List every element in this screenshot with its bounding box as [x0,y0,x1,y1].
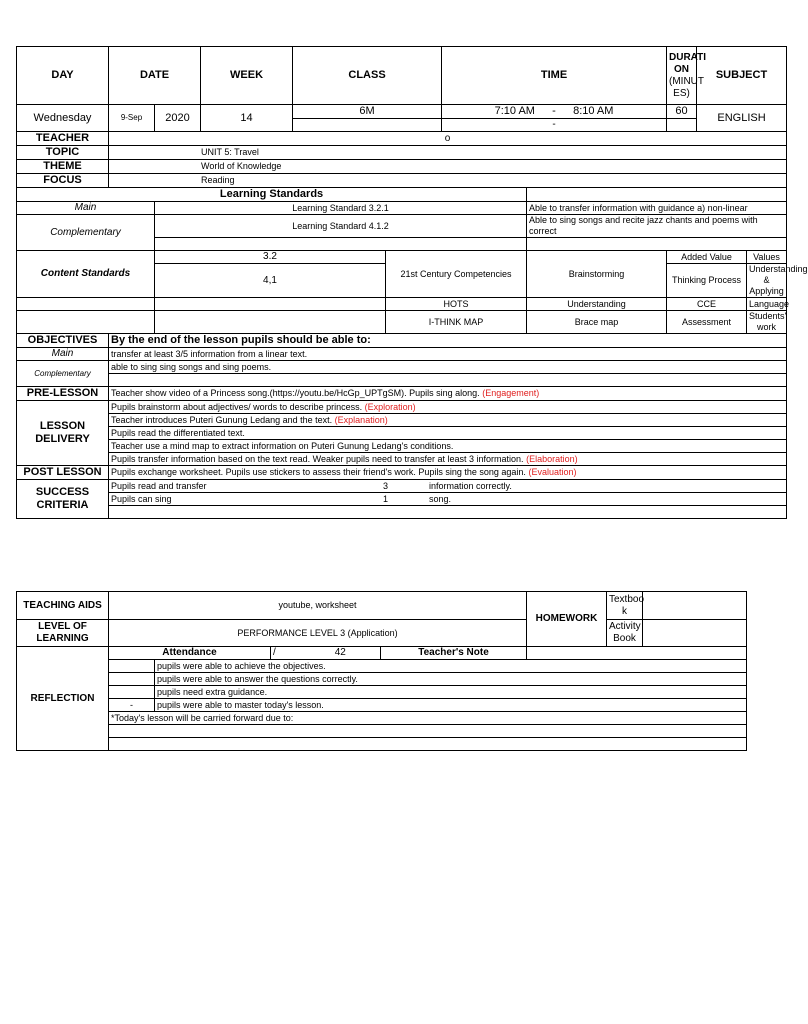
pre-lesson-text: Teacher show video of a Princess song.(https://youtu.be/HcGp_UPTgSM). Pupils sing along. [111,388,480,398]
level-label-line2: LEARNING [36,633,89,644]
homework-textbook-line2: k [622,605,627,617]
post-lesson-text: Pupils exchange worksheet. Pupils use stickers to assess their friend's work. Pupils sing the song again. [111,467,526,477]
objective-comp: able to sing sing songs and sing poems. [109,361,787,374]
homework-activity-line1: Activity [609,621,641,632]
teaching-aids-label: TEACHING AIDS [17,592,109,620]
cce-value: Language [747,298,787,311]
reflection-count-1 [109,660,155,673]
carried-forward: *Today's lesson will be carried forward due to: [109,712,747,725]
time-value-2: - [442,119,667,132]
level-label-line1: LEVEL OF [38,621,87,632]
reflection-row-3: pupils need extra guidance. [155,686,747,699]
time-separator: - [552,105,556,117]
added-value-label: Added Value [667,251,747,264]
lesson-step-5 [109,453,787,466]
day-header: DAY [17,47,109,105]
attendance-label: Attendance [109,647,271,660]
hots-value: Understanding [527,298,667,311]
reflection-count-4: - [109,699,155,712]
time-header: TIME [442,47,667,105]
day-value: Wednesday [17,105,109,132]
criterion-2-num: 1 [383,493,389,504]
learning-standards-heading: Learning Standards [17,188,527,202]
cs-value-2: 4,1 [155,264,386,298]
focus-text: Reading [201,175,235,185]
attendance-separator: / [271,647,301,660]
post-lesson-value [109,466,787,480]
ithink-value: Brace map [527,311,667,334]
teaching-aids-table [16,591,747,751]
week-value: 14 [201,105,293,132]
values-label: Values [747,251,787,264]
time-start: 7:10 AM [494,105,535,117]
hots-label: HOTS [386,298,527,311]
success-criteria-label [17,480,109,519]
reflection-row-4: pupils were able to master today's lesson. [155,699,747,712]
lesson-step-2-stage: (Explanation) [334,414,388,425]
lesson-step-1-text: Pupils brainstorm about adjectives/ words to describe princess. [111,401,363,412]
ithink-label: I-THINK MAP [386,311,527,334]
assessment-label: Assessment [667,311,747,334]
homework-textbook [607,592,643,620]
teaching-aids-value: youtube, worksheet [109,592,527,620]
pre-lesson-label: PRE-LESSON [17,387,109,401]
criterion-1-end: information correctly. [429,480,512,491]
lesson-step-2-text: Teacher introduces Puteri Gunung Ledang and the text. [111,414,333,425]
teacher-label: TEACHER [17,132,109,146]
ls-main-code: Learning Standard 3.2.1 [155,202,527,215]
content-standards-label: Content Standards [17,251,155,298]
class-header: CLASS [293,47,442,105]
lesson-step-5-text: Pupils transfer information based on the text read. Weaker pupils need to transfer at least 3 information. [111,453,524,464]
duration-header-line2: ON [674,63,690,75]
topic-label: TOPIC [17,146,109,160]
date-header: DATE [109,47,201,105]
attendance-total: 42 [301,647,381,660]
focus-label: FOCUS [17,174,109,188]
lesson-step-2 [109,414,787,427]
reflection-count-3 [109,686,155,699]
success-criteria-line1: SUCCESS [35,486,90,498]
success-criterion-1 [109,480,787,493]
date-year-value: 2020 [155,105,201,132]
duration-value: 60 [667,105,697,119]
objective-main-label: Main [17,348,109,361]
objective-comp-label: Complementary [17,361,109,387]
time-value [442,105,667,119]
pre-lesson-value [109,387,787,401]
objectives-heading: By the end of the lesson pupils should be able to: [109,334,787,348]
ls-comp-code: Learning Standard 4.1.2 [155,215,527,238]
ls-main-desc: Able to transfer information with guidance a) non-linear [527,202,787,215]
success-criteria-line2: CRITERIA [36,499,89,511]
teacher-value: o [109,132,787,146]
ls-main-label: Main [17,202,155,215]
theme-value [109,160,787,174]
class-value: 6M [293,105,442,119]
lesson-delivery-label-line2: DELIVERY [35,433,90,445]
lesson-step-4 [109,440,787,453]
competency-value: Brainstorming [527,251,667,298]
theme-text: World of Knowledge [201,161,282,171]
criterion-2-end: song. [429,493,452,504]
lesson-step-5-stage: (Elaboration) [526,453,578,464]
homework-textbook-line1: Textboo [609,593,645,605]
values-value: Understanding & Applying [747,264,787,298]
focus-value [109,174,787,188]
theme-label: THEME [17,160,109,174]
topic-value [109,146,787,160]
lesson-step-3 [109,427,787,440]
assessment-value: Students' work [747,311,787,334]
pre-lesson-stage: (Engagement) [482,388,540,398]
date-day-value: 9-Sep [109,105,155,132]
reflection-row-2: pupils were able to answer the questions correctly. [155,673,747,686]
subject-header: SUBJECT [697,47,787,105]
lesson-delivery-label-line1: LESSON [39,420,86,432]
lesson-step-3-text: Pupils read the differentiated text. [111,427,245,438]
reflection-row-1: pupils were able to achieve the objectives. [155,660,747,673]
thinking-process-label: Thinking Process [667,264,747,298]
topic-text: UNIT 5: Travel [201,147,259,157]
ls-comp-desc: Able to sing songs and recite jazz chants and poems with correct [527,215,787,238]
level-of-learning-label [17,620,109,647]
teachers-note-label: Teacher's Note [381,647,527,660]
duration-header-line4: ES) [673,87,690,99]
homework-label: HOMEWORK [527,592,607,647]
lesson-delivery-label [17,401,109,466]
objective-main: transfer at least 3/5 information from a linear text. [109,348,787,361]
lesson-step-1-stage: (Exploration) [364,401,416,412]
objectives-label: OBJECTIVES [17,334,109,348]
criterion-1-num: 3 [383,480,389,491]
cs-value-1: 3.2 [155,251,386,264]
duration-header [667,47,707,105]
time-end: 8:10 AM [573,105,614,117]
subject-value: ENGLISH [697,105,787,132]
competencies-label: 21st Century Competencies [386,251,527,298]
duration-header-line1: DURATI [669,51,707,63]
lesson-step-4-text: Teacher use a mind map to extract information on Puteri Gunung Ledang's conditions. [111,440,454,451]
success-criterion-2 [109,493,787,506]
post-lesson-stage: (Evaluation) [528,467,577,477]
duration-header-line3: (MINUT [669,75,705,87]
reflection-count-2 [109,673,155,686]
ls-comp-label: Complementary [17,215,155,251]
homework-activity-line2: Book [613,633,636,644]
post-lesson-label: POST LESSON [17,466,109,480]
homework-activity-book [607,620,643,647]
level-of-learning-value: PERFORMANCE LEVEL 3 (Application) [109,620,527,647]
criterion-2-text: Pupils can sing [111,493,172,504]
lesson-step-1 [109,401,787,414]
week-header: WEEK [201,47,293,105]
cce-label: CCE [667,298,747,311]
criterion-1-text: Pupils read and transfer [111,480,207,491]
lesson-plan-table [16,46,808,519]
reflection-label: REFLECTION [17,647,109,751]
